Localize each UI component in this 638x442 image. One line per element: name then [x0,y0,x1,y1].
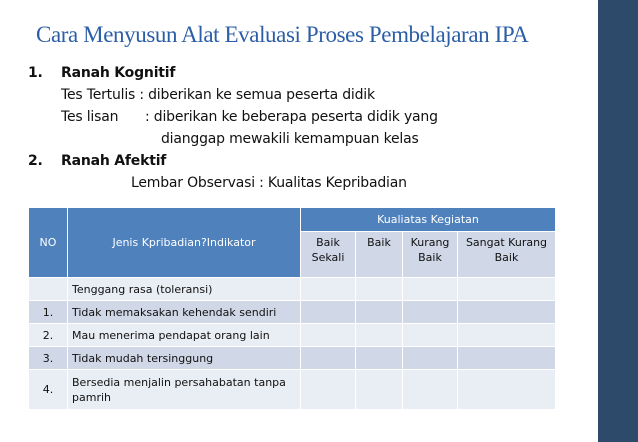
text-tes-lisan-continued: dianggap mewakili kemampuan kelas [161,131,419,147]
cell-kurang-baik [403,301,458,324]
cell-baik [356,347,403,370]
line-tes-tertulis: Tes Tertulis : diberikan ke semua peserta didik [61,87,375,103]
row-number [29,278,68,301]
cell-kurang-baik [403,278,458,301]
header-kualitas-kegiatan: Kualiatas Kegiatan [301,208,556,232]
slide-title: Cara Menyusun Alat Evaluasi Proses Pembelajaran IPA [36,22,529,47]
cell-baik-sekali [301,278,356,301]
heading-ranah-afektif: Ranah Afektif [61,153,167,169]
row-indicator: Mau menerima pendapat orang lain [68,324,301,347]
row-number: 1. [29,301,68,324]
row-indicator: Bersedia menjalin persahabatan tanpa pamrih [68,370,301,410]
header-no: NO [29,208,68,278]
header-kurang-baik: Kurang Baik [403,232,458,278]
cell-kurang-baik [403,370,458,410]
cell-baik-sekali [301,324,356,347]
cell-sangat-kurang-baik [458,324,556,347]
header-sangat-kurang-baik: Sangat Kurang Baik [458,232,556,278]
cell-baik [356,301,403,324]
observation-table [28,207,556,410]
text-tes-lisan: : diberikan ke beberapa peserta didik yang [145,109,438,125]
line-lembar-observasi: Lembar Observasi : Kualitas Kepribadian [131,175,407,191]
table-row [29,278,556,301]
cell-sangat-kurang-baik [458,347,556,370]
row-indicator: Tidak mudah tersinggung [68,347,301,370]
row-number: 3. [29,347,68,370]
item-number-2: 2. [28,153,43,169]
cell-baik [356,370,403,410]
slide-sidebar-bar [598,0,638,442]
cell-sangat-kurang-baik [458,301,556,324]
item-number-1: 1. [28,65,43,81]
header-baik-sekali: Baik Sekali [301,232,356,278]
cell-sangat-kurang-baik [458,370,556,410]
heading-ranah-kognitif: Ranah Kognitif [61,65,176,81]
table-row [29,301,556,324]
cell-kurang-baik [403,324,458,347]
header-baik: Baik [356,232,403,278]
table-row [29,370,556,410]
cell-sangat-kurang-baik [458,278,556,301]
cell-baik-sekali [301,370,356,410]
header-jenis-kepribadian: Jenis Kpribadian?Indikator [68,208,301,278]
cell-baik [356,324,403,347]
table-row [29,324,556,347]
row-indicator: Tidak memaksakan kehendak sendiri [68,301,301,324]
table-row [29,347,556,370]
cell-kurang-baik [403,347,458,370]
cell-baik [356,278,403,301]
cell-baik-sekali [301,301,356,324]
row-number: 2. [29,324,68,347]
row-indicator: Tenggang rasa (toleransi) [68,278,301,301]
label-tes-lisan: Tes lisan [61,109,119,125]
cell-baik-sekali [301,347,356,370]
row-number: 4. [29,370,68,410]
